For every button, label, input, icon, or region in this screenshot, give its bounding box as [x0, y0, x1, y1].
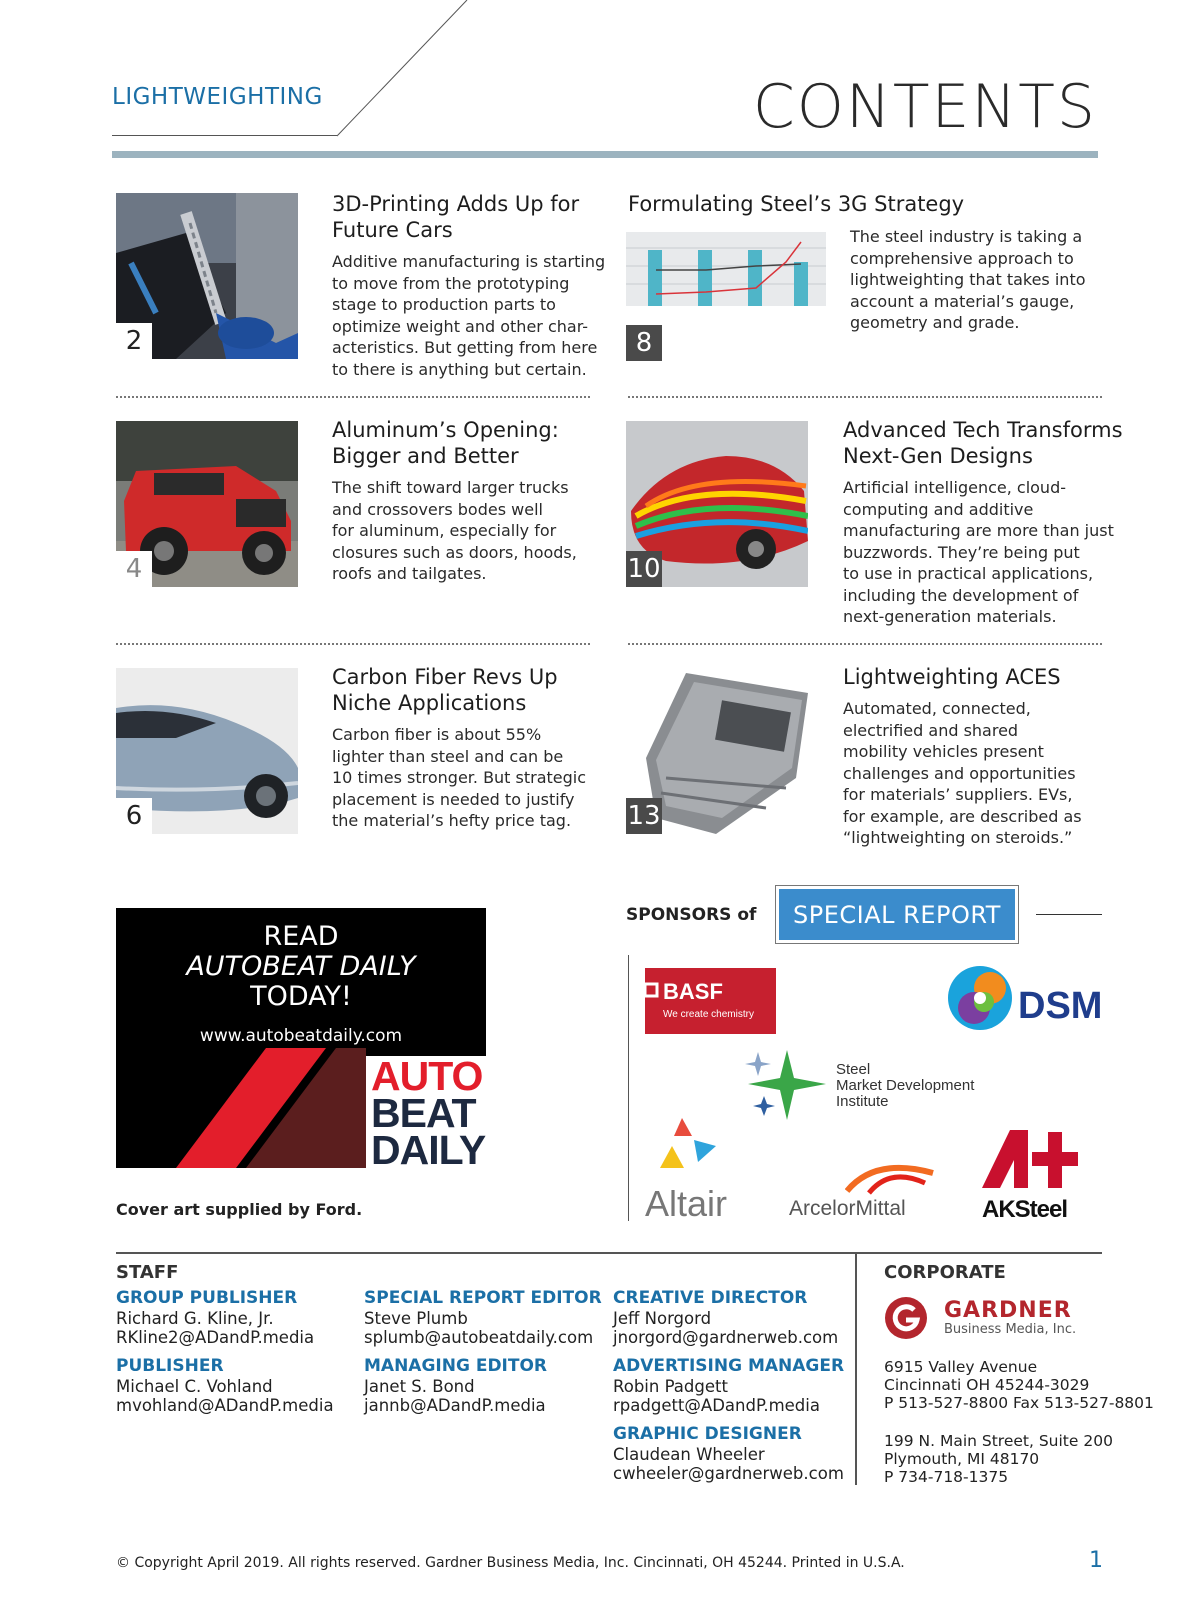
smdi-star-icon: [742, 1046, 832, 1122]
staff-contact: Richard G. Kline, Jr. RKline2@ADandP.media: [116, 1309, 315, 1347]
staff-role: MANAGING EDITOR: [364, 1356, 548, 1376]
basf-square-icon: [643, 982, 661, 1000]
article-thumbnail-3d-printing[interactable]: [116, 193, 298, 359]
staff-heading: STAFF: [116, 1262, 179, 1283]
staff-role: CREATIVE DIRECTOR: [613, 1288, 808, 1308]
article-thumbnail-carbon-fiber[interactable]: [116, 668, 298, 834]
article-description: The steel industry is taking a comprehensive approach to lightweighting that takes into account a material’s gauge, geometry and grade.: [850, 227, 1086, 332]
staff-contact: Steve Plumb splumb@autobeatdaily.com: [364, 1309, 594, 1347]
article-description: Automated, connected, electrified and shared mobility vehicles present challenges and opportunities for materials’ suppliers. EVs, for example, are described as “lightweighting on steroids.”: [843, 699, 1082, 847]
dotted-divider: [116, 396, 590, 398]
article-title[interactable]: Formulating Steel’s 3G Strategy: [628, 192, 965, 216]
article-title[interactable]: Lightweighting ACES: [843, 665, 1061, 689]
altair-triangle-icon: [656, 1116, 718, 1174]
staff-email-link[interactable]: rpadgett@ADandP.media: [613, 1396, 820, 1415]
staff-role: GROUP PUBLISHER: [116, 1288, 298, 1308]
page-number-badge: 2: [116, 323, 152, 359]
badge-rule: [1036, 914, 1102, 915]
staff-email-link[interactable]: RKline2@ADandP.media: [116, 1328, 315, 1347]
dotted-divider: [628, 396, 1102, 398]
ad-headline-line: TODAY!: [250, 981, 352, 1012]
cover-credit: Cover art supplied by Ford.: [116, 1200, 363, 1219]
staff-email-link[interactable]: mvohland@ADandP.media: [116, 1396, 334, 1415]
gardner-logo-icon: [884, 1296, 928, 1340]
gardner-logo-name[interactable]: GARDNER: [944, 1298, 1072, 1323]
staff-email-link[interactable]: cwheeler@gardnerweb.com: [613, 1464, 844, 1483]
staff-email-link[interactable]: splumb@autobeatdaily.com: [364, 1328, 594, 1347]
article-description: Carbon fiber is about 55% lighter than steel and can be 10 times stronger. But strategic placement is needed to justify the material’s hefty price tag.: [332, 725, 587, 830]
article-thumbnail-steel-3g[interactable]: [626, 228, 826, 361]
header-diagonal-line: [330, 0, 470, 140]
page-number-badge: 13: [626, 798, 662, 834]
corporate-address: 199 N. Main Street, Suite 200 Plymouth, MI 48170 P 734-718-1375: [884, 1432, 1113, 1486]
page-number-badge: 10: [626, 551, 662, 587]
staff-email-link[interactable]: jnorgord@gardnerweb.com: [613, 1328, 839, 1347]
page-number-badge: 8: [626, 325, 662, 361]
article-description: The shift toward larger trucks and crossovers bodes well for aluminum, especially for closures such as doors, hoods, roofs and tailgates.: [332, 478, 577, 583]
basf-tagline: We create chemistry: [663, 1009, 754, 1020]
ad-logo-word: BEAT: [371, 1090, 476, 1136]
staff-email-link[interactable]: jannb@ADandP.media: [364, 1396, 546, 1415]
altair-logo[interactable]: Altair: [645, 1183, 728, 1224]
staff-divider: [855, 1252, 857, 1485]
ad-headline-line: READ: [263, 921, 339, 952]
dsm-logo[interactable]: DSM: [1018, 985, 1103, 1027]
ad-headline-line: AUTOBEAT DAILY: [186, 951, 416, 982]
staff-contact: Jeff Norgord jnorgord@gardnerweb.com: [613, 1309, 839, 1347]
article-thumbnail-aces[interactable]: [626, 668, 808, 834]
dsm-logo-icon: [944, 962, 1016, 1034]
page-number-badge: 6: [116, 798, 152, 834]
arcelormittal-logo[interactable]: ArcelorMittal: [789, 1197, 906, 1220]
staff-contact: Claudean Wheeler cwheeler@gardnerweb.com: [613, 1445, 844, 1483]
ad-url-link[interactable]: www.autobeatdaily.com: [199, 1026, 403, 1046]
basf-logo[interactable]: [645, 968, 776, 1034]
corporate-address: 6915 Valley Avenue Cincinnati OH 45244-3029 P 513-527-8800 Fax 513-527-8801: [884, 1358, 1154, 1412]
aksteel-logo[interactable]: AKSteel: [982, 1196, 1068, 1223]
basf-name: BASF: [663, 979, 723, 1004]
article-thumbnail-aluminum[interactable]: [116, 421, 298, 587]
dotted-divider: [116, 643, 590, 645]
article-title[interactable]: Advanced Tech Transforms Next-Gen Designs: [843, 418, 1123, 468]
staff-contact: Robin Padgett rpadgett@ADandP.media: [613, 1377, 820, 1415]
special-report-label: SPECIAL REPORT: [779, 889, 1015, 940]
dotted-divider: [628, 643, 1102, 645]
ad-logo-word: DAILY: [371, 1127, 486, 1168]
page-title: CONTENTS: [752, 72, 1097, 142]
smdi-logo[interactable]: Steel Market Development Institute: [836, 1061, 975, 1110]
staff-role: PUBLISHER: [116, 1356, 224, 1376]
staff-rule: [116, 1252, 1102, 1254]
ad-logo-word: AUTO: [371, 1053, 483, 1099]
staff-role: GRAPHIC DESIGNER: [613, 1424, 802, 1444]
corporate-heading: CORPORATE: [884, 1262, 1006, 1283]
section-tag-underline: [112, 135, 337, 136]
section-tag: LIGHTWEIGHTING: [112, 84, 323, 110]
header-rule: [112, 151, 1098, 158]
article-description: Additive manufacturing is starting to move from the prototyping stage to production parts to optimize weight and other char- acteristics. But getting from here to there is anything but certain.: [332, 252, 606, 379]
aksteel-emblem-icon: [982, 1130, 1082, 1188]
copyright-footer: © Copyright April 2019. All rights reserved. Gardner Business Media, Inc. Cincinnati, OH 45244. Printed in U.S.A.: [116, 1555, 905, 1571]
article-title[interactable]: Aluminum’s Opening: Bigger and Better: [332, 418, 559, 468]
article-description: Artificial intelligence, cloud- computing and additive manufacturing are more than just buzzwords. They’re being put to use in practical applications, including the development of next-generation materials.: [843, 478, 1114, 626]
staff-role: SPECIAL REPORT EDITOR: [364, 1288, 602, 1308]
article-title[interactable]: Carbon Fiber Revs Up Niche Applications: [332, 665, 558, 715]
staff-contact: Janet S. Bond jannb@ADandP.media: [364, 1377, 546, 1415]
gardner-logo-subtitle: Business Media, Inc.: [944, 1322, 1077, 1337]
sponsors-label: SPONSORS of: [626, 905, 757, 925]
article-title[interactable]: 3D-Printing Adds Up for Future Cars: [332, 192, 580, 242]
article-thumbnail-advanced-tech[interactable]: [626, 421, 808, 587]
page-number: 1: [1089, 1548, 1103, 1573]
special-report-badge: [775, 885, 1019, 944]
sponsors-divider: [628, 955, 629, 1221]
staff-role: ADVERTISING MANAGER: [613, 1356, 845, 1376]
autobeat-daily-ad[interactable]: [116, 908, 486, 1168]
staff-contact: Michael C. Vohland mvohland@ADandP.media: [116, 1377, 334, 1415]
page-number-badge: 4: [116, 551, 152, 587]
arcelormittal-swoosh-icon: [845, 1155, 935, 1195]
